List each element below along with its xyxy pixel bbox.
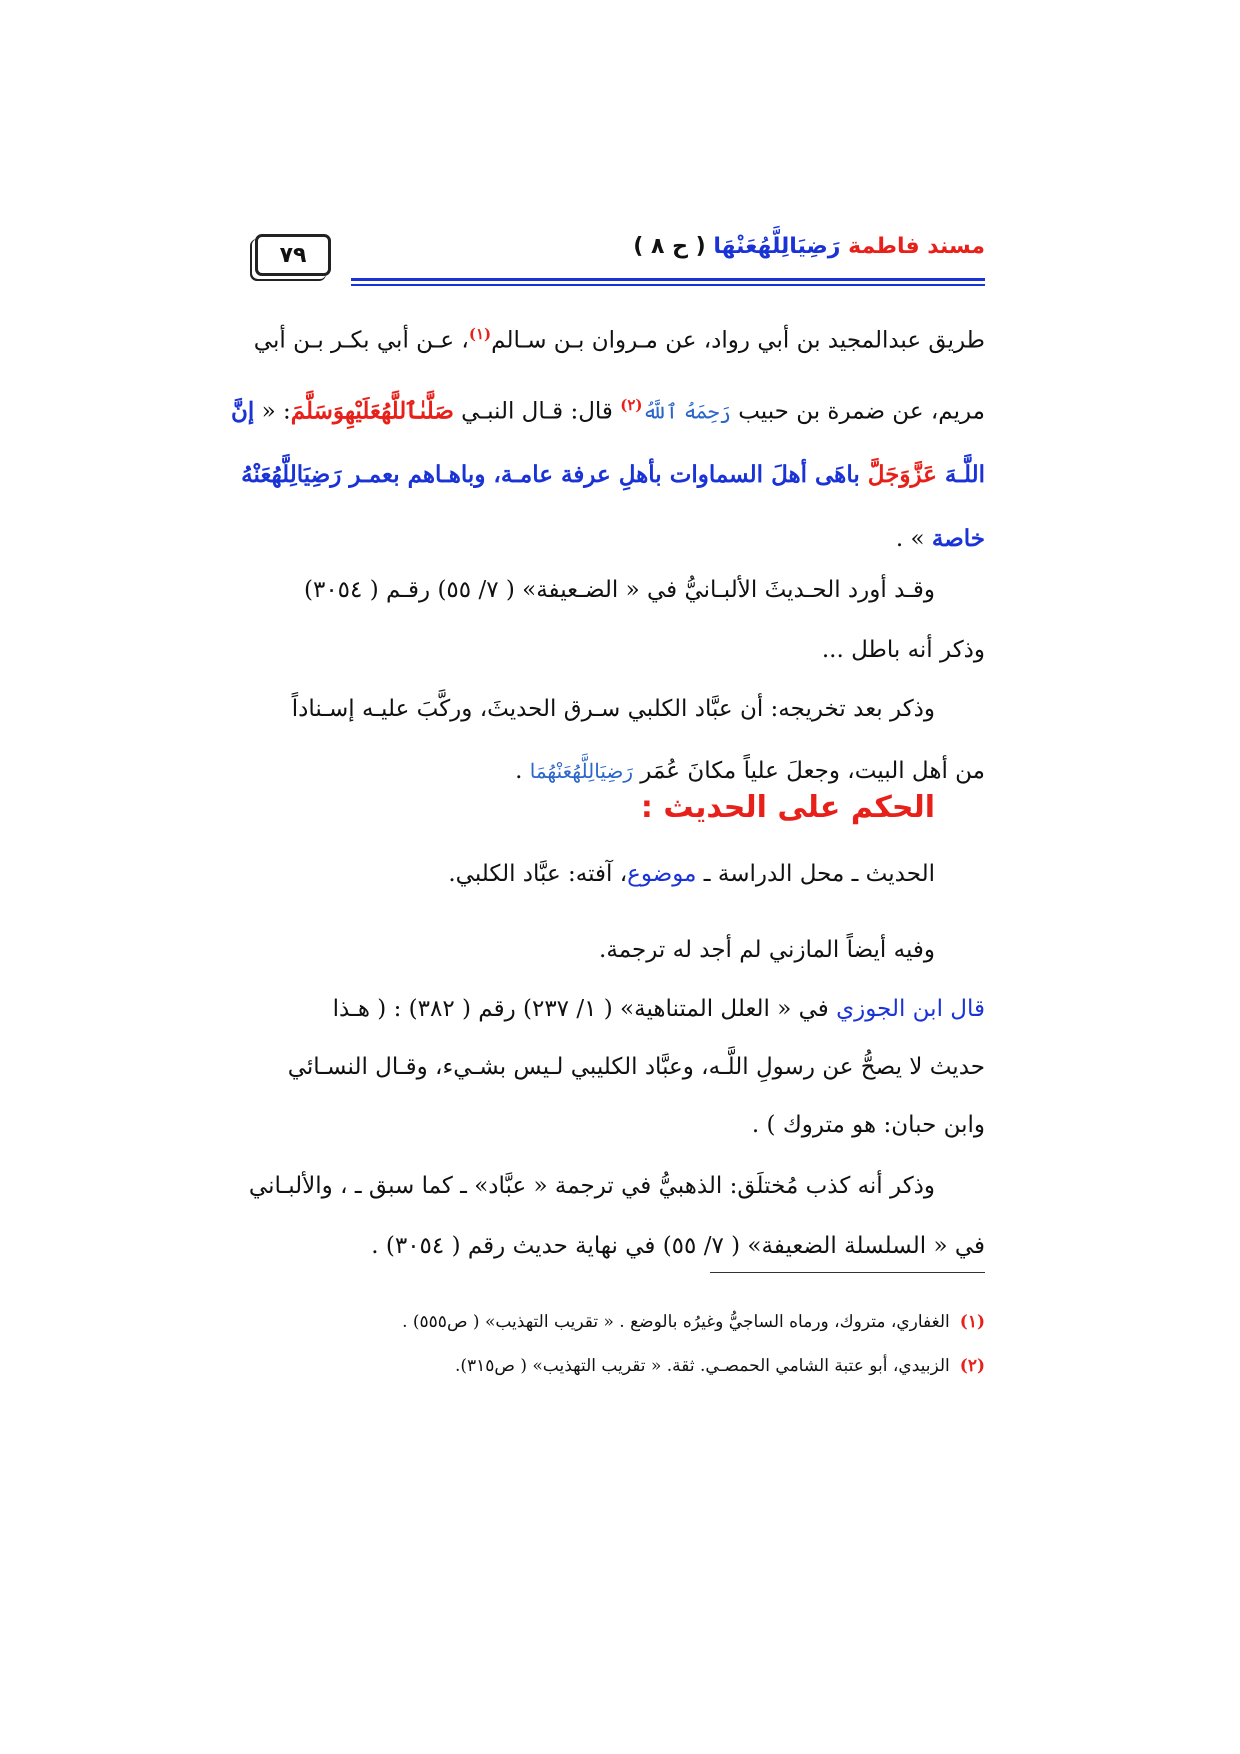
honorific: رَضِيَالِلَّهُعَنْهُمَا: [529, 759, 633, 783]
text-line: طريق عبدالمجيد بن أبي رواد، عن مـروان بـن سـالم$^{(١)}$، عـن أبي بكـر بـن أبي: [253, 325, 985, 354]
footnote-text: الغفاري، متروك، ورماه الساجيُّ وغيرُه بالوضع . « تقريب التهذيب» ( ص٥٥٥) .: [402, 1312, 950, 1332]
section-heading: الحكم على الحديث :: [640, 790, 935, 825]
paragraph-ruling: الحديث ـ محل الدراسة ـ موضوع، آفته: عبَّاد الكلبي.: [448, 861, 935, 887]
hadith-text: إنَّ: [231, 397, 255, 425]
page-number: ٧٩: [255, 234, 331, 276]
footnotes: [255, 1300, 985, 1388]
ruling-term: موضوع: [627, 861, 697, 887]
text-line: مريم، عن ضمرة بن حبيب رَحِمَهُ ٱللَّهُ$^{(٢)}$ قال: قـال النبـي صَلَّىٰٱللَّهُعَلَيْهِوَسَلَّمَ: « إنَّ: [231, 395, 985, 425]
paragraph-albani: [255, 560, 985, 680]
paragraph-dhahabi: [248, 1156, 985, 1276]
text-line: وذكر أنه باطل ...: [821, 637, 985, 663]
paragraph-chain-of-narration: [231, 302, 985, 571]
footnote-2: [255, 1344, 985, 1388]
text-line: في « السلسلة الضعيفة» ( ٧/ ٥٥) في نهاية حديث رقم ( ٣٠٥٤) .: [371, 1233, 985, 1259]
honorific: عَزَّوَجَلَّ: [867, 461, 937, 489]
footnote-number: (٢): [959, 1356, 985, 1376]
page-header: [255, 230, 985, 290]
footnote-ref-1[interactable]: (١): [468, 325, 492, 343]
text-line: وذكر أنه كذب مُختلَق: الذهبيُّ في ترجمة « عبَّاد» ـ كما سبق ـ ، والألبـاني: [248, 1173, 935, 1199]
hadith-text: خاصة: [931, 525, 985, 553]
honorific: رَحِمَهُ ٱللَّهُ: [642, 399, 731, 424]
header-rule: [351, 278, 985, 281]
text-line: وذكر بعد تخريجه: أن عبَّاد الكلبي سـرق الحديثَ، وركَّبَ عليـه إسـناداً: [291, 696, 935, 722]
text-line: خاصة » .: [895, 525, 985, 553]
header-rule-secondary: [351, 284, 985, 286]
footnote-separator: [710, 1272, 985, 1273]
hadith-number: ( ح ٨ ): [633, 234, 706, 259]
text-line: حديث لا يصحُّ عن رسولِ اللَّـه، وعبَّاد الكليبي لـيس بشـيء، وقـال النسـائي: [287, 1054, 985, 1080]
footnote-text: الزبيدي، أبو عتبة الشامي الحمصـي. ثقة. « تقريب التهذيب» ( ص٣١٥).: [454, 1356, 950, 1376]
paragraph-takhrij: [255, 678, 985, 802]
scholar-name: قال ابن الجوزي: [836, 996, 985, 1022]
footnote-ref-2[interactable]: (٢): [620, 395, 643, 414]
footnote-1: [255, 1300, 985, 1344]
running-title-text: مسند فاطمة: [848, 234, 985, 259]
running-title: [633, 234, 985, 259]
paragraph-mazini: وفيه أيضاً المازني لم أجد له ترجمة.: [599, 937, 935, 963]
honorific-prophet: صَلَّىٰٱللَّهُعَلَيْهِوَسَلَّمَ: [290, 397, 454, 425]
honorific: رَضِيَالِلَّهُعَنْهُ: [241, 461, 342, 489]
paragraph-ibn-aljawzi: [255, 980, 985, 1154]
footnote-number: (١): [959, 1312, 985, 1332]
hadith-text-line: اللَّـهَ عَزَّوَجَلَّ باهَى أهلَ السماوات بأهلِ عرفة عامـة، وباهـاهم بعمـر رَضِيَالِلَّهُعَنْهُ: [241, 461, 985, 489]
text-line: وابن حبان: هو متروك ) .: [751, 1112, 985, 1138]
text-line: قال ابن الجوزي في « العلل المتناهية» ( ١/ ٢٣٧) رقم ( ٣٨٢) : ( هـذا: [332, 996, 985, 1022]
running-title-honorific: رَضِيَالِلَّهُعَنْهَا: [713, 234, 841, 259]
text-line: من أهل البيت، وجعلَ علياً مكانَ عُمَر رَضِيَالِلَّهُعَنْهُمَا .: [515, 758, 985, 784]
text-line: وقـد أورد الحـديثَ الألبـانيُّ في « الضـعيفة» ( ٧/ ٥٥) رقـم ( ٣٠٥٤): [303, 577, 935, 603]
